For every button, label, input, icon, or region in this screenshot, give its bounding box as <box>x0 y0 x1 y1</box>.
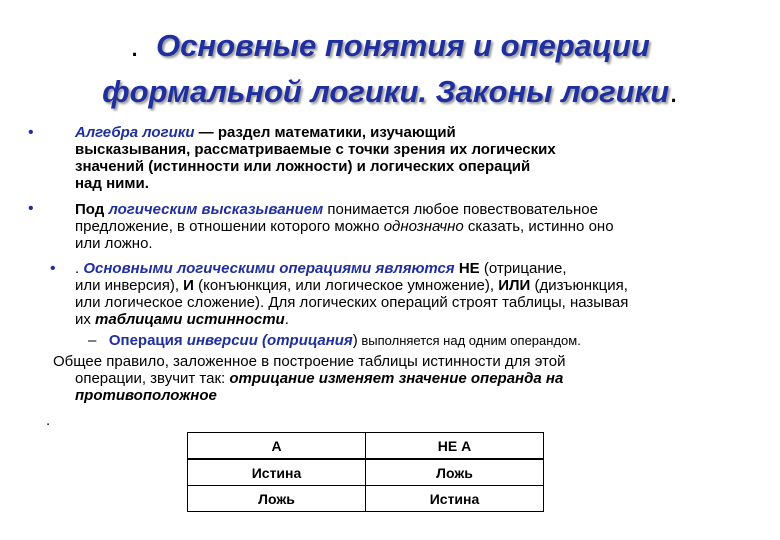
stray-dot: . <box>46 412 51 429</box>
table-cell: Истина <box>188 459 366 486</box>
bullet-operations: . Основными логическими операциями являются НЕ (отрицание, или инверсия), И (конъюнкция, или логическое умножение), ИЛИ (дизъюнкция, или логическое сложение). Для логических операций строят таблицы, называя их таблицами истинности. <box>75 260 629 328</box>
general-rule-line-3: противоположное <box>75 387 217 404</box>
table-header-cell: НЕ А <box>366 433 544 460</box>
table-header-row <box>188 433 544 460</box>
table-cell: Ложь <box>188 486 366 512</box>
slide-title-line-2 <box>0 72 780 112</box>
sub-item-inversion: – Операция инверсии (отрицания) выполняется над одним операндом. <box>88 332 581 349</box>
title-dot-end: . <box>669 74 678 109</box>
table-header-cell: A <box>188 433 366 460</box>
bullet-icon: • <box>28 200 34 217</box>
bullet-statement: Под логическим высказыванием понимается любое повествовательное предложение, в отношении которого можно однозначно сказать, истинно оно или ложно. <box>75 201 614 252</box>
truth-table <box>187 432 544 512</box>
term-algebra: Алгебра логики <box>75 124 195 141</box>
term-inversion: инверсии (отрицания <box>186 332 353 349</box>
bullet-icon: • <box>28 124 34 141</box>
table-cell: Ложь <box>366 459 544 486</box>
bullet-icon: • <box>50 260 56 277</box>
term-operations: Основными логическими операциями являются <box>83 260 459 277</box>
term-statement: логическим высказыванием <box>108 201 324 218</box>
title-text-1: Основные понятия и операции <box>156 28 650 63</box>
slide-title-line-1 <box>0 26 780 66</box>
general-rule-line-2: операции, звучит так: отрицание изменяет значение операнда на <box>75 370 564 387</box>
table-row <box>188 459 544 486</box>
bullet-algebra: Алгебра логики — раздел математики, изучающий высказывания, рассматриваемые с точки зрения их логических значений (истинности или ложности) и логических операций над ними. <box>75 124 556 192</box>
table-row <box>188 486 544 512</box>
title-dot: . <box>130 28 139 63</box>
table-cell: Истина <box>366 486 544 512</box>
general-rule-line-1: Общее правило, заложенное в построение таблицы истинности для этой <box>53 353 566 370</box>
title-text-2: формальной логики. Законы логики <box>102 74 670 109</box>
